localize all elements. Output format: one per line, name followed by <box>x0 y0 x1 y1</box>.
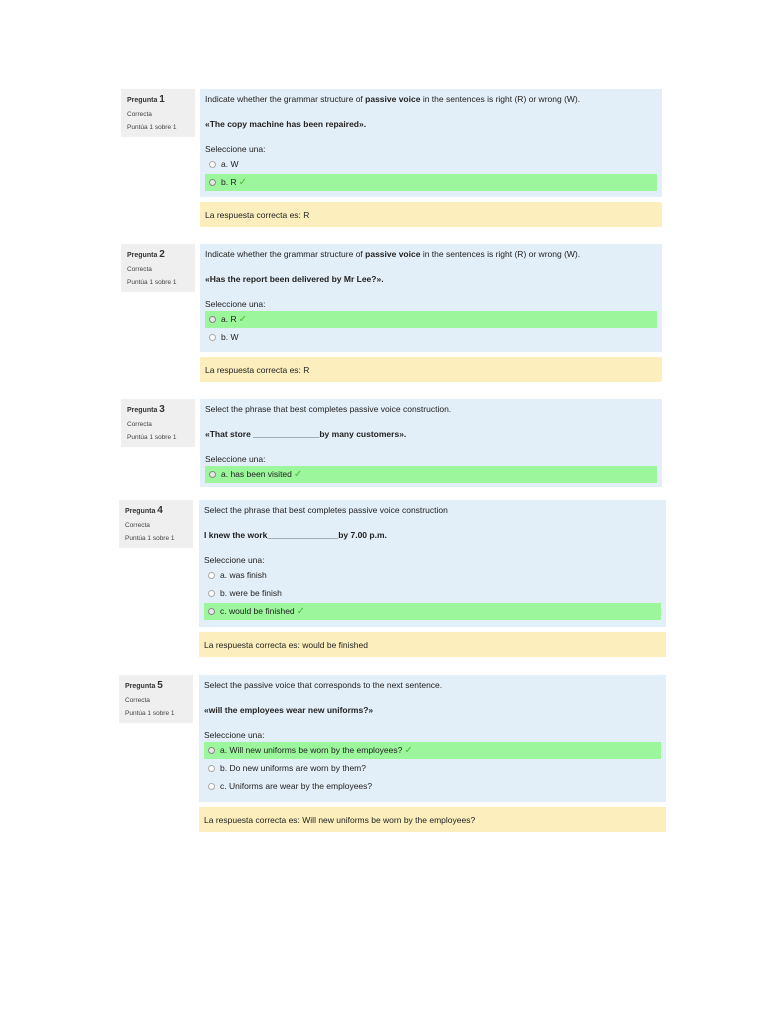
option-label: c. would be finished <box>220 606 295 616</box>
question-grade: Puntúa 1 sobre 1 <box>125 710 175 717</box>
question-label: Pregunta <box>127 252 158 259</box>
question-info-2 <box>121 244 195 292</box>
correct-answer-feedback-1: La respuesta correcta es: R <box>200 202 662 227</box>
question-sentence: «That store ______________by many customers». <box>205 429 407 439</box>
question-number: 4 <box>157 505 163 516</box>
check-icon: ✓ <box>296 606 306 617</box>
question-grade: Puntúa 1 sobre 1 <box>127 279 177 286</box>
answer-option-selected[interactable] <box>205 311 657 328</box>
option-label: a. R <box>221 314 237 324</box>
radio-button[interactable] <box>209 471 216 478</box>
question-number: 3 <box>159 404 165 415</box>
answer-prompt: Seleccione una: <box>204 555 265 565</box>
question-text: Select the passive voice that corresponds to the next sentence. <box>204 680 443 690</box>
correct-answer-feedback-2: La respuesta correcta es: R <box>200 357 662 382</box>
radio-button[interactable] <box>208 747 215 754</box>
question-state: Correcta <box>125 697 150 704</box>
question-state: Correcta <box>125 522 150 529</box>
answer-option-selected[interactable] <box>205 466 657 483</box>
question-number: 5 <box>157 680 163 691</box>
answer-option[interactable] <box>204 585 661 602</box>
question-text <box>205 249 657 260</box>
answer-option[interactable] <box>204 760 661 777</box>
radio-button[interactable] <box>209 334 216 341</box>
question-sentence: «The copy machine has been repaired». <box>205 119 367 129</box>
answer-option[interactable] <box>205 329 657 346</box>
check-icon: ✓ <box>238 177 247 188</box>
option-label: a. Will new uniforms be worn by the employees? <box>220 745 403 755</box>
question-text-part: in the sentences is right (R) or wrong (W). <box>420 249 581 259</box>
radio-button[interactable] <box>208 608 215 615</box>
option-label: b. R <box>221 177 237 187</box>
answer-prompt: Seleccione una: <box>205 299 266 309</box>
radio-button[interactable] <box>208 765 215 772</box>
question-sentence: «will the employees wear new uniforms?» <box>204 705 374 715</box>
question-label: Pregunta <box>125 683 156 690</box>
answer-prompt: Seleccione una: <box>204 730 265 740</box>
question-info-3 <box>121 399 195 447</box>
answer-option[interactable] <box>205 156 657 173</box>
question-label: Pregunta <box>127 407 158 414</box>
radio-button[interactable] <box>208 783 215 790</box>
radio-button[interactable] <box>209 161 216 168</box>
question-formulation-2 <box>200 244 662 352</box>
question-text: Select the phrase that best completes passive voice construction <box>204 505 448 515</box>
check-icon: ✓ <box>404 745 413 756</box>
question-formulation-1 <box>200 89 662 197</box>
option-label: b. were be finish <box>220 588 282 598</box>
question-state: Correcta <box>127 266 152 273</box>
question-number-line <box>127 404 195 415</box>
option-label: a. has been visited <box>221 469 292 479</box>
answer-option[interactable] <box>204 567 661 584</box>
question-label: Pregunta <box>125 508 156 515</box>
question-sentence: «Has the report been delivered by Mr Lee?». <box>205 274 384 284</box>
question-number: 2 <box>159 249 165 260</box>
radio-button[interactable] <box>208 590 215 597</box>
question-grade: Puntúa 1 sobre 1 <box>127 124 177 131</box>
question-info-5 <box>119 675 193 723</box>
answer-option[interactable] <box>204 778 661 795</box>
question-label: Pregunta <box>127 97 158 104</box>
correct-answer-feedback-4: La respuesta correcta es: would be finished <box>199 632 666 657</box>
question-sentence: I knew the work_______________by 7.00 p.m. <box>204 530 387 540</box>
answer-option-selected[interactable] <box>205 174 657 191</box>
correct-answer-feedback-5: La respuesta correcta es: Will new uniforms be worn by the employees? <box>199 807 666 832</box>
radio-button[interactable] <box>208 572 215 579</box>
radio-button[interactable] <box>209 316 216 323</box>
question-formulation-3 <box>200 399 662 487</box>
question-number-line <box>125 505 193 516</box>
question-text <box>205 94 657 105</box>
question-text-part: Indicate whether the grammar structure of <box>205 249 366 259</box>
question-text: Select the phrase that best completes passive voice construction. <box>205 404 452 414</box>
answer-option-selected[interactable] <box>204 603 661 620</box>
question-formulation-4 <box>199 500 666 627</box>
question-grade: Puntúa 1 sobre 1 <box>125 535 175 542</box>
check-icon: ✓ <box>238 314 247 325</box>
question-number-line <box>127 94 195 105</box>
option-label: a. W <box>221 159 239 169</box>
option-label: c. Uniforms are wear by the employees? <box>220 781 373 791</box>
question-text-bold: passive voice <box>365 249 421 259</box>
answer-prompt: Seleccione una: <box>205 454 266 464</box>
option-label: a. was finish <box>220 570 267 580</box>
answer-option-selected[interactable] <box>204 742 661 759</box>
question-text-part: Indicate whether the grammar structure of <box>205 94 366 104</box>
question-info-1 <box>121 89 195 137</box>
question-text-bold: passive voice <box>365 94 421 104</box>
option-label: b. W <box>221 332 239 342</box>
answer-prompt: Seleccione una: <box>205 144 266 154</box>
question-formulation-5 <box>199 675 666 802</box>
check-icon: ✓ <box>293 469 303 480</box>
question-grade: Puntúa 1 sobre 1 <box>127 434 177 441</box>
question-info-4 <box>119 500 193 548</box>
question-number-line <box>125 680 193 691</box>
question-number: 1 <box>159 94 165 105</box>
question-number-line <box>127 249 195 260</box>
question-text-part: in the sentences is right (R) or wrong (W). <box>420 94 581 104</box>
option-label: b. Do new uniforms are worn by them? <box>220 763 366 773</box>
question-state: Correcta <box>127 421 152 428</box>
radio-button[interactable] <box>209 179 216 186</box>
question-state: Correcta <box>127 111 152 118</box>
